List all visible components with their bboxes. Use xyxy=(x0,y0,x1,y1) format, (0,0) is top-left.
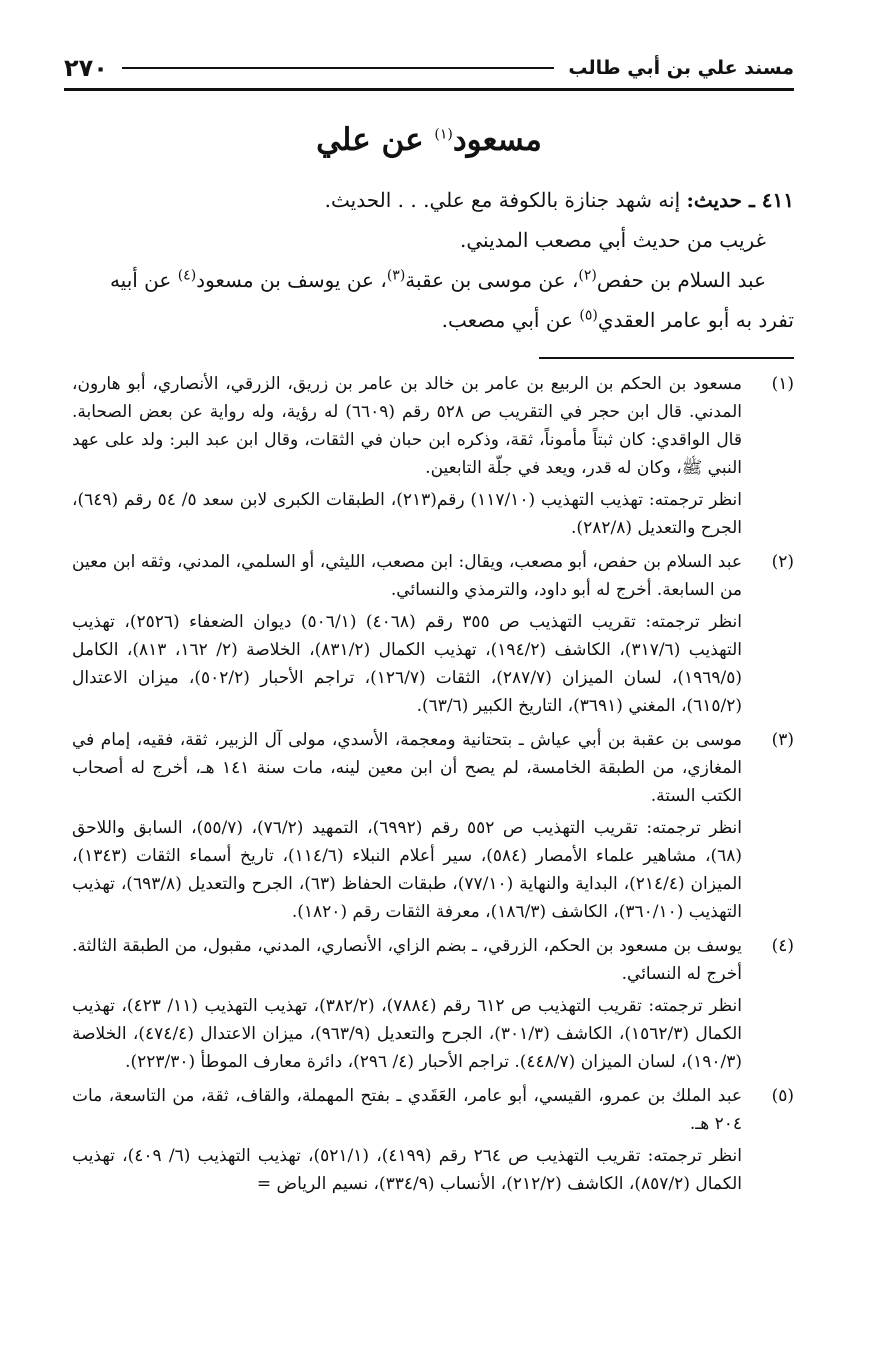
footnote-references: انظر ترجمته: تقريب التهذيب ص ٥٥٢ رقم (٦٩٩٢)، التمهيد (٧٦/٢)، (٥٥/٧)، السابق واللاحق (٦٨)، مشاهير علماء الأمصار (٥٨٤)، سير أعلام النبلاء (١١٤/٦)، تاريخ أسماء الثقات (١٣٤٣)، الميزان (٢١٤/٤)، البداية والنهاية (٧٧/١٠)، طبقات الحفاظ (٦٣)، الجرح والتعديل (٦٩٣/٨)، تهذيب التهذيب (٣٦٠/١٠)، الكاشف (١٨٦/٣)، معرفة الثقات رقم (١٨٢٠). xyxy=(72,818,743,922)
footnote-text: مسعود بن الحكم بن الربيع بن عامر بن خالد بن عامر بن زريق، الزرقي، الأنصاري، أبو هارون، المدني. قال ابن حجر في التقريب ص ٥٢٨ رقم (٦٦٠٩) له رؤية، وله رواية عن بعض الصحابة. قال الواقدي: كان ثبتاً مأموناً، ثقة، وذكره ابن حبان في الثقات، وقال ابن عبد البر: ولد على عهد النبي ﷺ، وكان له قدر، ويعد في جلّة التابعين. xyxy=(72,374,742,478)
chain-note-4: (٤) xyxy=(177,267,197,284)
page-header xyxy=(64,48,794,91)
footnotes xyxy=(72,370,794,1204)
section-title-note: (١) xyxy=(434,126,453,143)
footnote xyxy=(72,932,794,1076)
chain-narrator-1: عبد السلام بن حفص xyxy=(596,268,766,292)
chain-note-3: (٣) xyxy=(386,267,406,284)
footnote-number: (٥) xyxy=(771,1086,794,1106)
footnote-text: موسى بن عقبة بن أبي عياش ـ بتحتانية ومعجمة، الأسدي، مولى آل الزبير، ثقة، فقيه، إمام في المغازي، من الطبقة الخامسة، لم يصح أن ابن معين لينه، مات سنة ١٤١ هـ، أخرج له أصحاب الكتب الستة. xyxy=(72,730,742,806)
header-rule xyxy=(122,67,554,69)
chain-narrator-4: عن أبيه تفرد به أبو عامر العقدي xyxy=(109,268,794,332)
section-title-name: مسعود xyxy=(452,122,542,158)
hadith-number: ٤١١ ـ حديث: xyxy=(686,188,794,212)
main-text xyxy=(80,180,794,340)
footnote-references: انظر ترجمته: تهذيب التهذيب (١١٧/١٠) رقم(٢١٣)، الطبقات الكبرى لابن سعد ٥/ ٥٤ رقم (٦٤٩)، الجرح والتعديل (٢٨٢/٨). xyxy=(72,490,742,538)
section-title xyxy=(64,122,794,158)
footnote-references: انظر ترجمته: تقريب التهذيب ص ٢٦٤ رقم (٤١٩٩)، (٥٢١/١)، تهذيب التهذيب (٦/ ٤٠٩)، تهذيب الكمال (٨٥٧/٢)، الكاشف (٢١٢/٢)، الأنساب (٣٣٤/٩)، نسيم الرياض = xyxy=(72,1146,743,1194)
footnote-references: انظر ترجمته: تقريب التهذيب ص ٣٥٥ رقم (٤٠٦٨) (٥٠٦/١) ديوان الضعفاء (٢٥٢٦)، تهذيب التهذيب (٣١٧/٦)، الكاشف (١٩٤/٢)، تهذيب الكمال (٨٣١/٢)، الخلاصة (٢/ ١٦٢، ٨١٣)، الكامل (١٩٦٩/٥)، لسان الميزان (٢٨٧/٧)، الثقات (١٢٦/٧)، تراجم الأحبار (٥٠٢/٢)، ميزان الاعتدال (٦١٥/٢)، المغني (٣٦٩١)، التاريخ الكبير (٦٣/٦). xyxy=(72,612,743,716)
chain-end: عن أبي مصعب. xyxy=(441,308,580,332)
footnote xyxy=(72,548,794,720)
footnote-number: (٣) xyxy=(771,730,794,750)
footnote-text: عبد الملك بن عمرو، القيسي، أبو عامر، العَقَدي ـ بفتح المهملة، والقاف، ثقة، من التاسعة، مات ٢٠٤ هـ. xyxy=(72,1086,742,1134)
hadith-chain xyxy=(80,260,794,340)
section-title-suffix: عن علي xyxy=(316,122,424,158)
page-number: ٢٧٠ xyxy=(64,54,108,82)
footnote-references: انظر ترجمته: تقريب التهذيب ص ٦١٢ رقم (٧٨٨٤)، (٣٨٢/٢)، تهذيب التهذيب (١١/ ٤٢٣)، تهذيب الكمال (١٥٦٢/٣)، الكاشف (٣٠١/٣)، الجرح والتعديل (٩٦٣/٩)، ميزان الاعتدال (٤٧٤/٤)، الخلاصة (١٩٠/٣)، لسان الميزان (٤٤٨/٧). تراجم الأحبار (٤/ ٢٩٦)، دائرة معارف الموطأ (٢٢٣/٣٠). xyxy=(72,996,743,1072)
footnote-number: (٢) xyxy=(771,552,794,572)
footnote xyxy=(72,370,794,542)
footnote-divider xyxy=(539,357,794,359)
chain-narrator-2: ، عن موسى بن عقبة xyxy=(405,268,579,292)
footnote-number: (١) xyxy=(771,374,794,394)
hadith-comment: غريب من حديث أبي مصعب المديني. xyxy=(460,228,766,252)
footnote-text: يوسف بن مسعود بن الحكم، الزرقي، ـ بضم الزاي، الأنصاري، المدني، مقبول، من الطبقة الثالثة. أخرج له النسائي. xyxy=(72,936,742,984)
footnote-number: (٤) xyxy=(771,936,794,956)
running-title: مسند علي بن أبي طالب xyxy=(568,57,794,79)
hadith-text: إنه شهد جنازة بالكوفة مع علي. . . الحديث. xyxy=(324,188,681,212)
chain-narrator-3: ، عن يوسف بن مسعود xyxy=(196,268,387,292)
footnote xyxy=(72,726,794,926)
footnote xyxy=(72,1082,794,1198)
hadith-entry xyxy=(80,180,794,220)
chain-note-5: (٥) xyxy=(579,307,598,324)
footnote-text: عبد السلام بن حفص، أبو مصعب، ويقال: ابن مصعب، الليثي، أو السلمي، المدني، وثقه ابن معين من السابعة. أخرج له أبو داود، والترمذي والنسائي. xyxy=(72,552,742,600)
chain-note-2: (٢) xyxy=(578,267,597,284)
